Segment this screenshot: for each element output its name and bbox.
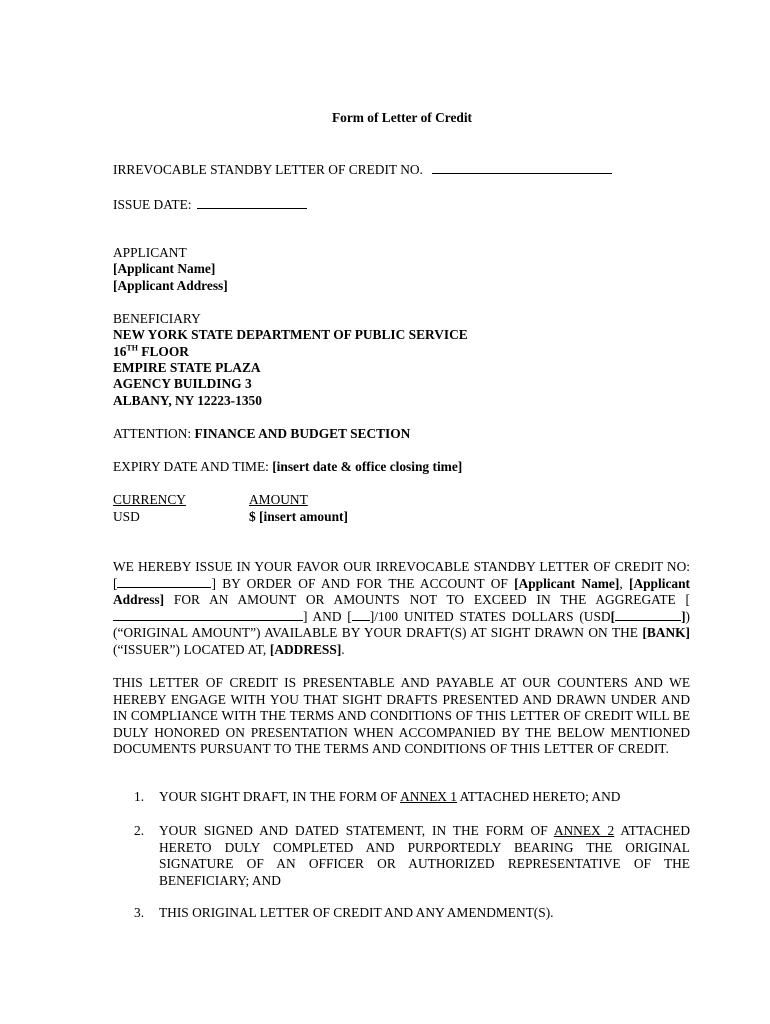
attention-label: ATTENTION: (113, 426, 195, 441)
issue-date-label: ISSUE DATE: (113, 197, 192, 212)
attention-line (113, 426, 410, 443)
para1-applicant-address: [Applicant Address] (113, 575, 690, 607)
beneficiary-floor (113, 344, 189, 361)
item1-pre: YOUR SIGHT DRAFT, IN THE FORM OF (159, 789, 401, 804)
floor-word: FLOOR (137, 344, 189, 359)
beneficiary-name: NEW YORK STATE DEPARTMENT OF PUBLIC SERVICE (113, 327, 468, 342)
annex-1-reference: ANNEX 1 (400, 789, 457, 804)
amount-header: AMOUNT (249, 492, 308, 507)
list-item (134, 905, 690, 922)
list-item (134, 823, 690, 889)
cents-blank (352, 609, 370, 621)
annex-2-reference: ANNEX 2 (553, 823, 615, 838)
expiry-label: EXPIRY DATE AND TIME: (113, 459, 273, 474)
lc-number-label: IRREVOCABLE STANDBY LETTER OF CREDIT NO. (113, 162, 423, 177)
para1-text-8: (“ISSUER”) LOCATED AT, (113, 641, 270, 657)
item1-post: ATTACHED HERETO; AND (456, 789, 621, 804)
expiry-line (113, 459, 462, 476)
usd-blank (615, 609, 681, 621)
issue-date-blank (197, 197, 307, 209)
list-number: 3. (134, 905, 145, 920)
beneficiary-plaza: EMPIRE STATE PLAZA (113, 360, 261, 375)
para1-text-7: ) (“ORIGINAL AMOUNT”) AVAILABLE BY YOUR DRAFT(S) AT SIGHT DRAWN ON THE (113, 608, 690, 640)
aggregate-blank (113, 609, 303, 621)
para1-text-5: ] AND [ (303, 608, 352, 624)
para1-usd-close: ] (681, 608, 686, 624)
para1-bank: [BANK] (642, 625, 690, 640)
list-item (134, 789, 690, 806)
floor-number: 16 (113, 344, 127, 359)
issuance-paragraph (113, 559, 690, 658)
beneficiary-building: AGENCY BUILDING 3 (113, 376, 252, 391)
item3-text: THIS ORIGINAL LETTER OF CREDIT AND ANY AMENDMENT(S). (159, 905, 554, 920)
list-text (159, 905, 690, 922)
expiry-value: [insert date & office closing time] (272, 459, 463, 474)
para1-address: [ADDRESS] (269, 641, 342, 657)
item2-pre: YOUR SIGNED AND DATED STATEMENT, IN THE FORM OF (159, 823, 554, 838)
list-text (159, 789, 690, 806)
para1-text-3: , (619, 575, 629, 591)
list-number: 2. (134, 823, 145, 838)
para1-text-6: ]/100 UNITED STATES DOLLARS (USD (369, 608, 611, 624)
presentation-paragraph: THIS LETTER OF CREDIT IS PRESENTABLE AND PAYABLE AT OUR COUNTERS AND WE HEREBY ENGAGE WITH YOU THAT SIGHT DRAFTS PRESENTED AND DRAWN UNDER AND IN COMPLIANCE WITH THE TERMS AND CONDITIONS OF THIS LETTER OF CREDIT WILL BE DULY HONORED ON PRESENTATION WHEN ACCOMPANIED BY THE BELOW MENTIONED DOCUMENTS PURSUANT TO THE TERMS AND CONDITIONS OF THIS LETTER OF CREDIT. (113, 675, 690, 756)
lc-no-blank (117, 576, 211, 588)
attention-value: FINANCE AND BUDGET SECTION (194, 426, 411, 441)
lc-number-line (113, 162, 612, 179)
para1-text-2: ] BY ORDER OF AND FOR THE ACCOUNT OF (211, 575, 515, 591)
currency-header: CURRENCY (113, 492, 186, 507)
floor-superscript: TH (126, 343, 138, 353)
amount-value: $ [insert amount] (249, 509, 348, 524)
beneficiary-city: ALBANY, NY 12223-1350 (113, 393, 262, 408)
beneficiary-heading: BENEFICIARY (113, 311, 201, 326)
para1-text-1: WE HEREBY ISSUE IN YOUR FAVOR OUR IRREVOCABLE STANDBY LETTER OF CREDIT NO: [ (113, 559, 690, 591)
applicant-address: [Applicant Address] (113, 278, 228, 293)
para1-usd-open: [ (610, 608, 616, 624)
applicant-heading: APPLICANT (113, 245, 187, 260)
para1-applicant-name: [Applicant Name] (514, 575, 620, 591)
currency-value: USD (113, 509, 140, 524)
para1-text-9: . (341, 641, 345, 657)
item2-post: ATTACHED HERETO DULY COMPLETED AND PURPORTEDLY BEARING THE ORIGINAL SIGNATURE OF AN OFFICER OR AUTHORIZED REPRESENTATIVE OF THE BENEFICIARY; AND (159, 823, 691, 888)
applicant-name: [Applicant Name] (113, 261, 216, 276)
list-number: 1. (134, 789, 145, 804)
issue-date-line (113, 197, 307, 214)
lc-number-blank (432, 162, 612, 174)
document-title: Form of Letter of Credit (331, 110, 473, 125)
list-text (159, 823, 690, 889)
para1-text-4: FOR AN AMOUNT OR AMOUNTS NOT TO EXCEED IN THE AGGREGATE [ (164, 592, 690, 607)
